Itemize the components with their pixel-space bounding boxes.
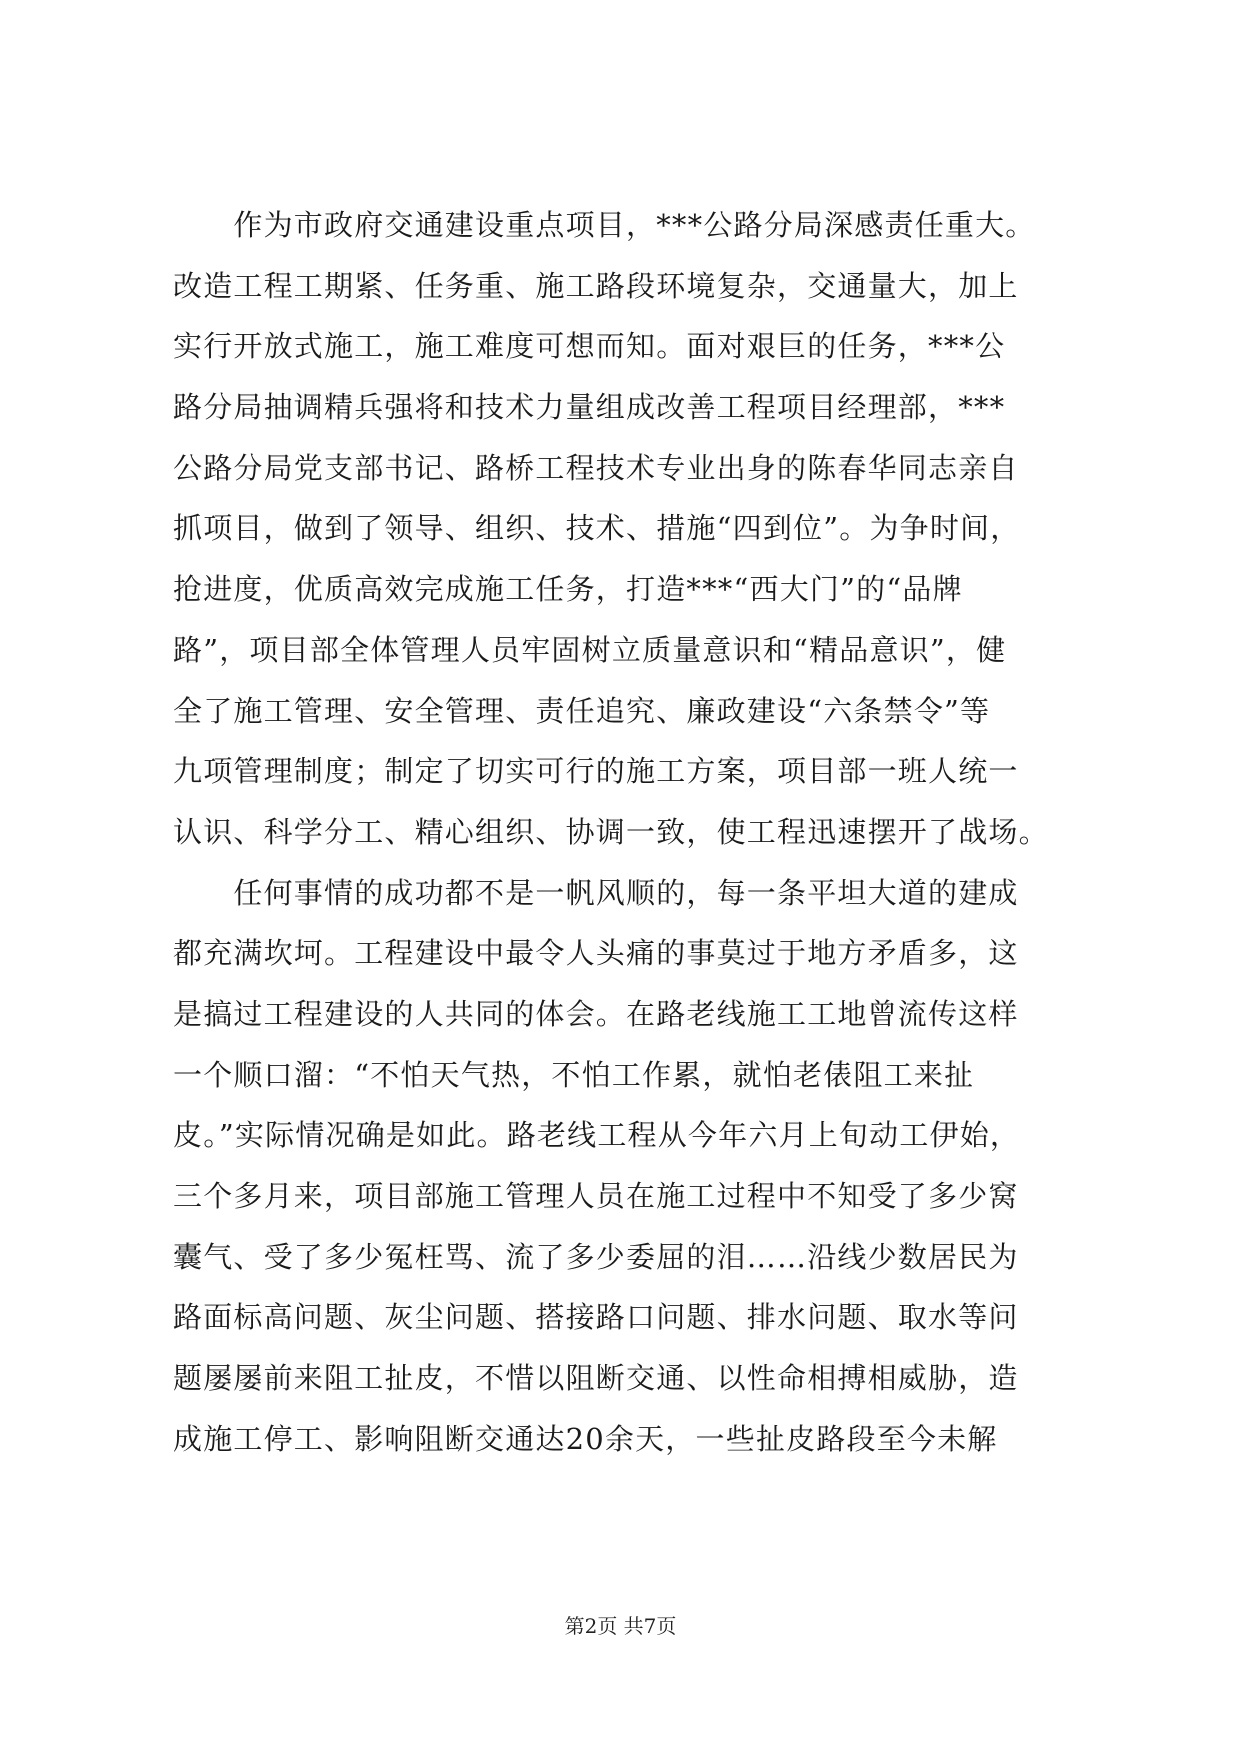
text-line: 全了施工管理、安全管理、责任追究、廉政建设“六条禁令”等 [173, 693, 991, 728]
text-line: 改造工程工期紧、任务重、施工路段环境复杂，交通量大，加上 [173, 268, 1019, 303]
text-line: 任何事情的成功都不是一帆风顺的，每一条平坦大道的建成 [173, 875, 1019, 910]
text-line: 三个多月来，项目部施工管理人员在施工过程中不知受了多少窝 [173, 1179, 1019, 1213]
text-line: 实行开放式施工，施工难度可想而知。面对艰巨的任务，***公 [173, 329, 1006, 364]
text-line: 抢进度，优质高效完成施工任务，打造***“西大门”的“品牌 [173, 572, 963, 607]
text-line: 认识、科学分工、精心组织、协调一致，使工程迅速摆开了战场。 [173, 814, 1049, 849]
text-line: 公路分局党支部书记、路桥工程技术专业出身的陈春华同志亲自 [173, 450, 1019, 485]
text-line: 是搞过工程建设的人共同的体会。在路老线施工工地曾流传这样 [173, 996, 1019, 1031]
text-line: 都充满坎坷。工程建设中最令人头痛的事莫过于地方矛盾多，这 [173, 936, 1019, 971]
text-line: 皮。”实际情况确是如此。路老线工程从今年六月上旬动工伊始， [173, 1118, 1021, 1153]
text-line: 囊气、受了多少冤枉骂、流了多少委屈的泪……沿线少数居民为 [173, 1239, 1019, 1274]
text-line: 九项管理制度；制定了切实可行的施工方案，项目部一班人统一 [173, 754, 1019, 789]
document-body [173, 195, 1078, 1469]
text-line: 一个顺口溜：“不怕天气热，不怕工作累，就怕老俵阻工来扯 [173, 1057, 975, 1092]
text-line: 路面标高问题、灰尘问题、搭接路口问题、排水问题、取水等问 [173, 1300, 1019, 1335]
text-line: 抓项目，做到了领导、组织、技术、措施“四到位”。为争时间， [173, 511, 1021, 546]
text-line: 题屡屡前来阻工扯皮，不惜以阻断交通、以性命相搏相威胁，造 [173, 1361, 1019, 1396]
text-line: 成施工停工、影响阻断交通达20余天，一些扯皮路段至今未解 [173, 1421, 998, 1456]
page-number-footer: 第2页 共7页 [564, 1614, 677, 1638]
text-line: 路”，项目部全体管理人员牢固树立质量意识和“精品意识”，健 [173, 632, 1007, 667]
text-line: 路分局抽调精兵强将和技术力量组成改善工程项目经理部，*** [173, 390, 1006, 425]
text-line: 作为市政府交通建设重点项目，***公路分局深感责任重大。 [173, 208, 1036, 242]
